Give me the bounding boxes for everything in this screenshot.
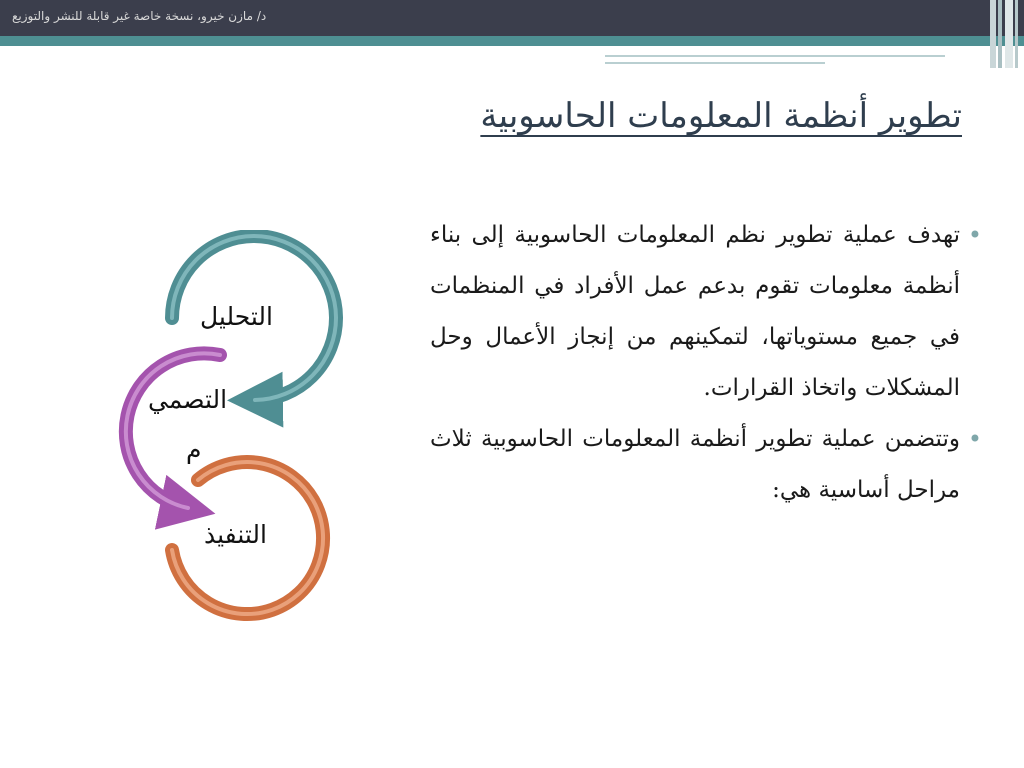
bullet-text: وتتضمن عملية تطوير أنظمة المعلومات الحاسوبية ثلاث مراحل أساسية هي: — [430, 426, 960, 503]
decor-stripe-3 — [1005, 0, 1013, 68]
slide-title: تطوير أنظمة المعلومات الحاسوبية — [480, 96, 962, 136]
bullet-icon: • — [967, 425, 982, 453]
process-diagram-svg — [100, 230, 350, 630]
bullet-item — [430, 414, 982, 516]
stage-label-design-line1: التصمي — [148, 385, 228, 414]
top-bar — [0, 0, 1024, 36]
bullet-item — [430, 210, 982, 414]
bullet-text: تهدف عملية تطوير نظم المعلومات الحاسوبية إلى بناء أنظمة معلومات تقوم بدعم عمل الأفراد في المنظمات في جميع مستوياتها، لتمكينهم من إنجاز الأعمال وحل المشكلات واتخاذ القرارات. — [430, 222, 960, 401]
stage-label-design-line2: م — [186, 435, 202, 464]
decor-stripe-1 — [990, 0, 996, 68]
decor-stripe-2 — [998, 0, 1002, 68]
stage-arrow-design — [126, 353, 220, 508]
bullet-list — [430, 210, 982, 516]
decor-line-1 — [605, 55, 945, 57]
decor-line-2 — [605, 62, 825, 64]
teal-band — [0, 36, 1024, 46]
header-caption: د/ مازن خيرو، نسخة خاصة غير قابلة للنشر والتوزيع — [12, 9, 267, 23]
process-diagram — [100, 230, 350, 630]
stage-label-implementation: التنفيذ — [204, 520, 267, 549]
decor-stripe-4 — [1015, 0, 1018, 68]
stage-label-analysis: التحليل — [200, 302, 273, 331]
bullet-icon: • — [967, 221, 982, 249]
